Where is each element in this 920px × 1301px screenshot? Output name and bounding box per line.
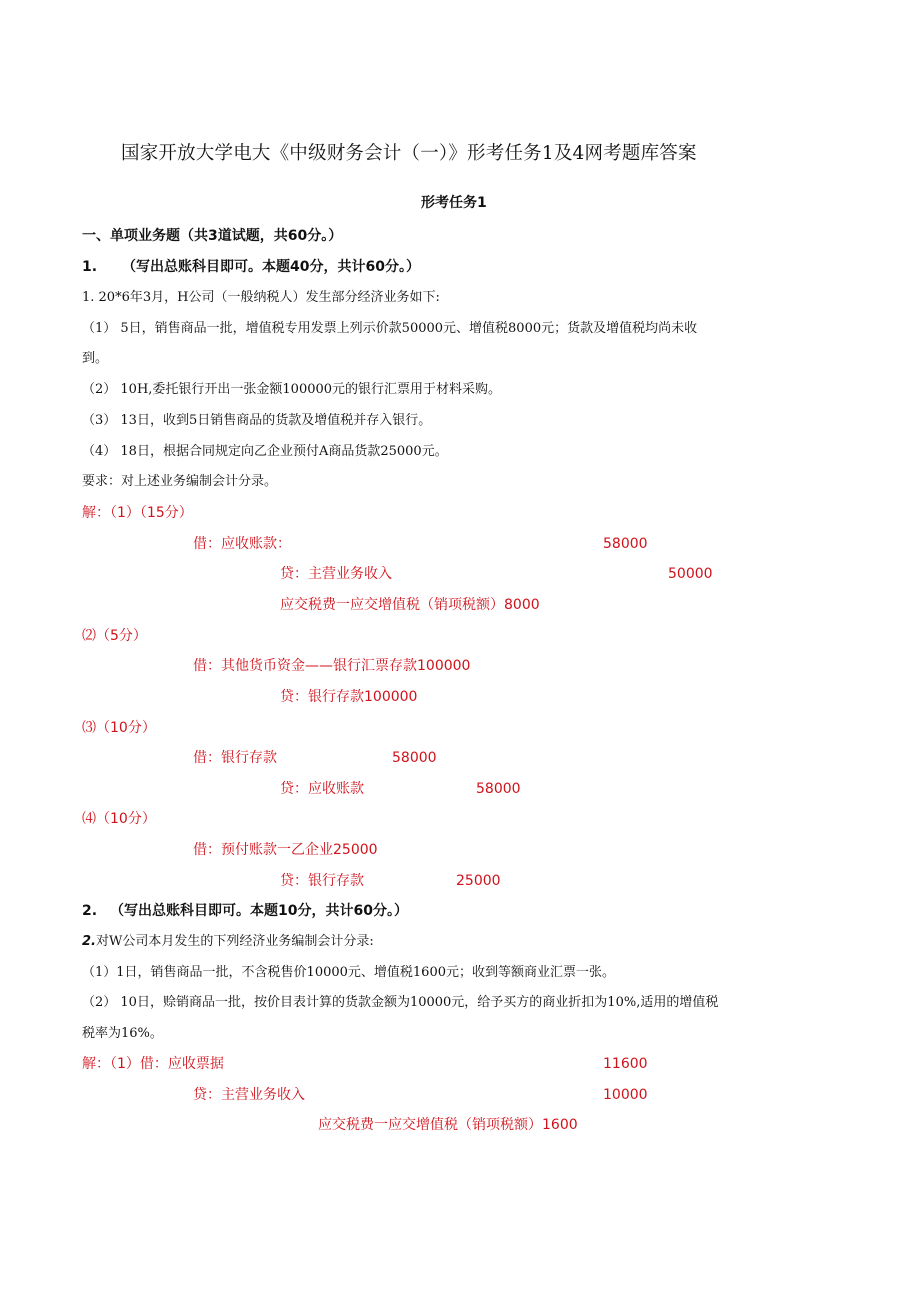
a1-part2-label: ⑵（5分） bbox=[82, 628, 147, 644]
section-heading: 一、单项业务题（共3道试题，共60分。） bbox=[82, 228, 343, 244]
a1-entry3-debit-amount: 58000 bbox=[392, 750, 437, 766]
a2-credit1: 贷：主营业务收入 bbox=[193, 1087, 305, 1103]
a1-part4-label: ⑷（10分） bbox=[82, 811, 156, 827]
a2-label-debit: 解：（1）借：应收票据 bbox=[82, 1056, 224, 1072]
q1-item4: （4） 18日，根据合同规定向乙企业预付A商品货款25000元。 bbox=[82, 444, 448, 459]
a2-credit2: 应交税费一应交增值税（销项税额）1600 bbox=[318, 1117, 578, 1133]
a2-debit-amount: 11600 bbox=[603, 1056, 648, 1072]
a1-entry3-credit-amount: 58000 bbox=[476, 781, 521, 797]
a1-entry4-credit: 贷：银行存款 bbox=[280, 873, 364, 889]
q1-item3: （3） 13日，收到5日销售商品的货款及增值税并存入银行。 bbox=[82, 413, 432, 428]
q2-intro: 对W公司本月发生的下列经济业务编制会计分录: bbox=[96, 934, 374, 949]
a1-entry1-credit1: 贷：主营业务收入 bbox=[280, 566, 392, 582]
document-title: 国家开放大学电大《中级财务会计（一）》形考任务1及4网考题库答案 bbox=[121, 143, 697, 164]
q2-item1: （1）1日，销售商品一批，不含税售价10000元、增值税1600元；收到等额商业汇票一张。 bbox=[82, 965, 615, 980]
a1-entry4-debit: 借：预付账款一乙企业25000 bbox=[193, 842, 378, 858]
a1-part3-label: ⑶（10分） bbox=[82, 720, 156, 736]
a1-entry1-debit-amount: 58000 bbox=[603, 536, 648, 552]
q1-intro: 1. 20*6年3月，H公司（一般纳税人）发生部分经济业务如下: bbox=[82, 290, 440, 305]
q2-intro-number: 2. bbox=[82, 934, 96, 949]
a1-entry2-debit: 借：其他货币资金——银行汇票存款100000 bbox=[193, 658, 471, 674]
q2-item2-line1: （2） 10日，赊销商品一批，按价目表计算的货款金额为10000元，给予买方的商业折扣为10%,适用的增值税 bbox=[82, 995, 719, 1010]
a1-label: 解：（1）（15分） bbox=[82, 505, 193, 521]
q1-requirement: 要求：对上述业务编制会计分录。 bbox=[82, 474, 278, 489]
section-subtitle: 形考任务1 bbox=[421, 195, 487, 211]
a1-entry4-credit-amount: 25000 bbox=[456, 873, 501, 889]
q2-number: 2. bbox=[82, 903, 98, 919]
a2-credit1-amount: 10000 bbox=[603, 1087, 648, 1103]
a1-entry1-credit1-amount: 50000 bbox=[668, 566, 713, 582]
a1-entry1-debit: 借：应收账款： bbox=[193, 536, 291, 552]
a1-entry1-credit2: 应交税费一应交增值税（销项税额）8000 bbox=[280, 597, 540, 613]
q2-header: （写出总账科目即可。本题10分，共计60分。） bbox=[110, 903, 408, 919]
q1-item1-line2: 到。 bbox=[82, 351, 109, 366]
q1-item2: （2） 10H,委托银行开出一张金额100000元的银行汇票用于材料采购。 bbox=[82, 382, 502, 397]
q2-item2-line2: 税率为16%。 bbox=[82, 1026, 163, 1041]
q1-number: 1. bbox=[82, 259, 98, 275]
q1-header: （写出总账科目即可。本题40分，共计60分。） bbox=[122, 259, 420, 275]
a1-entry3-credit: 贷：应收账款 bbox=[280, 781, 364, 797]
a1-entry2-credit: 贷：银行存款100000 bbox=[280, 689, 418, 705]
q1-item1-line1: （1） 5日，销售商品一批，增值税专用发票上列示价款50000元、增值税8000元；货款及增值税均尚未收 bbox=[82, 321, 698, 336]
a1-entry3-debit: 借：银行存款 bbox=[193, 750, 277, 766]
